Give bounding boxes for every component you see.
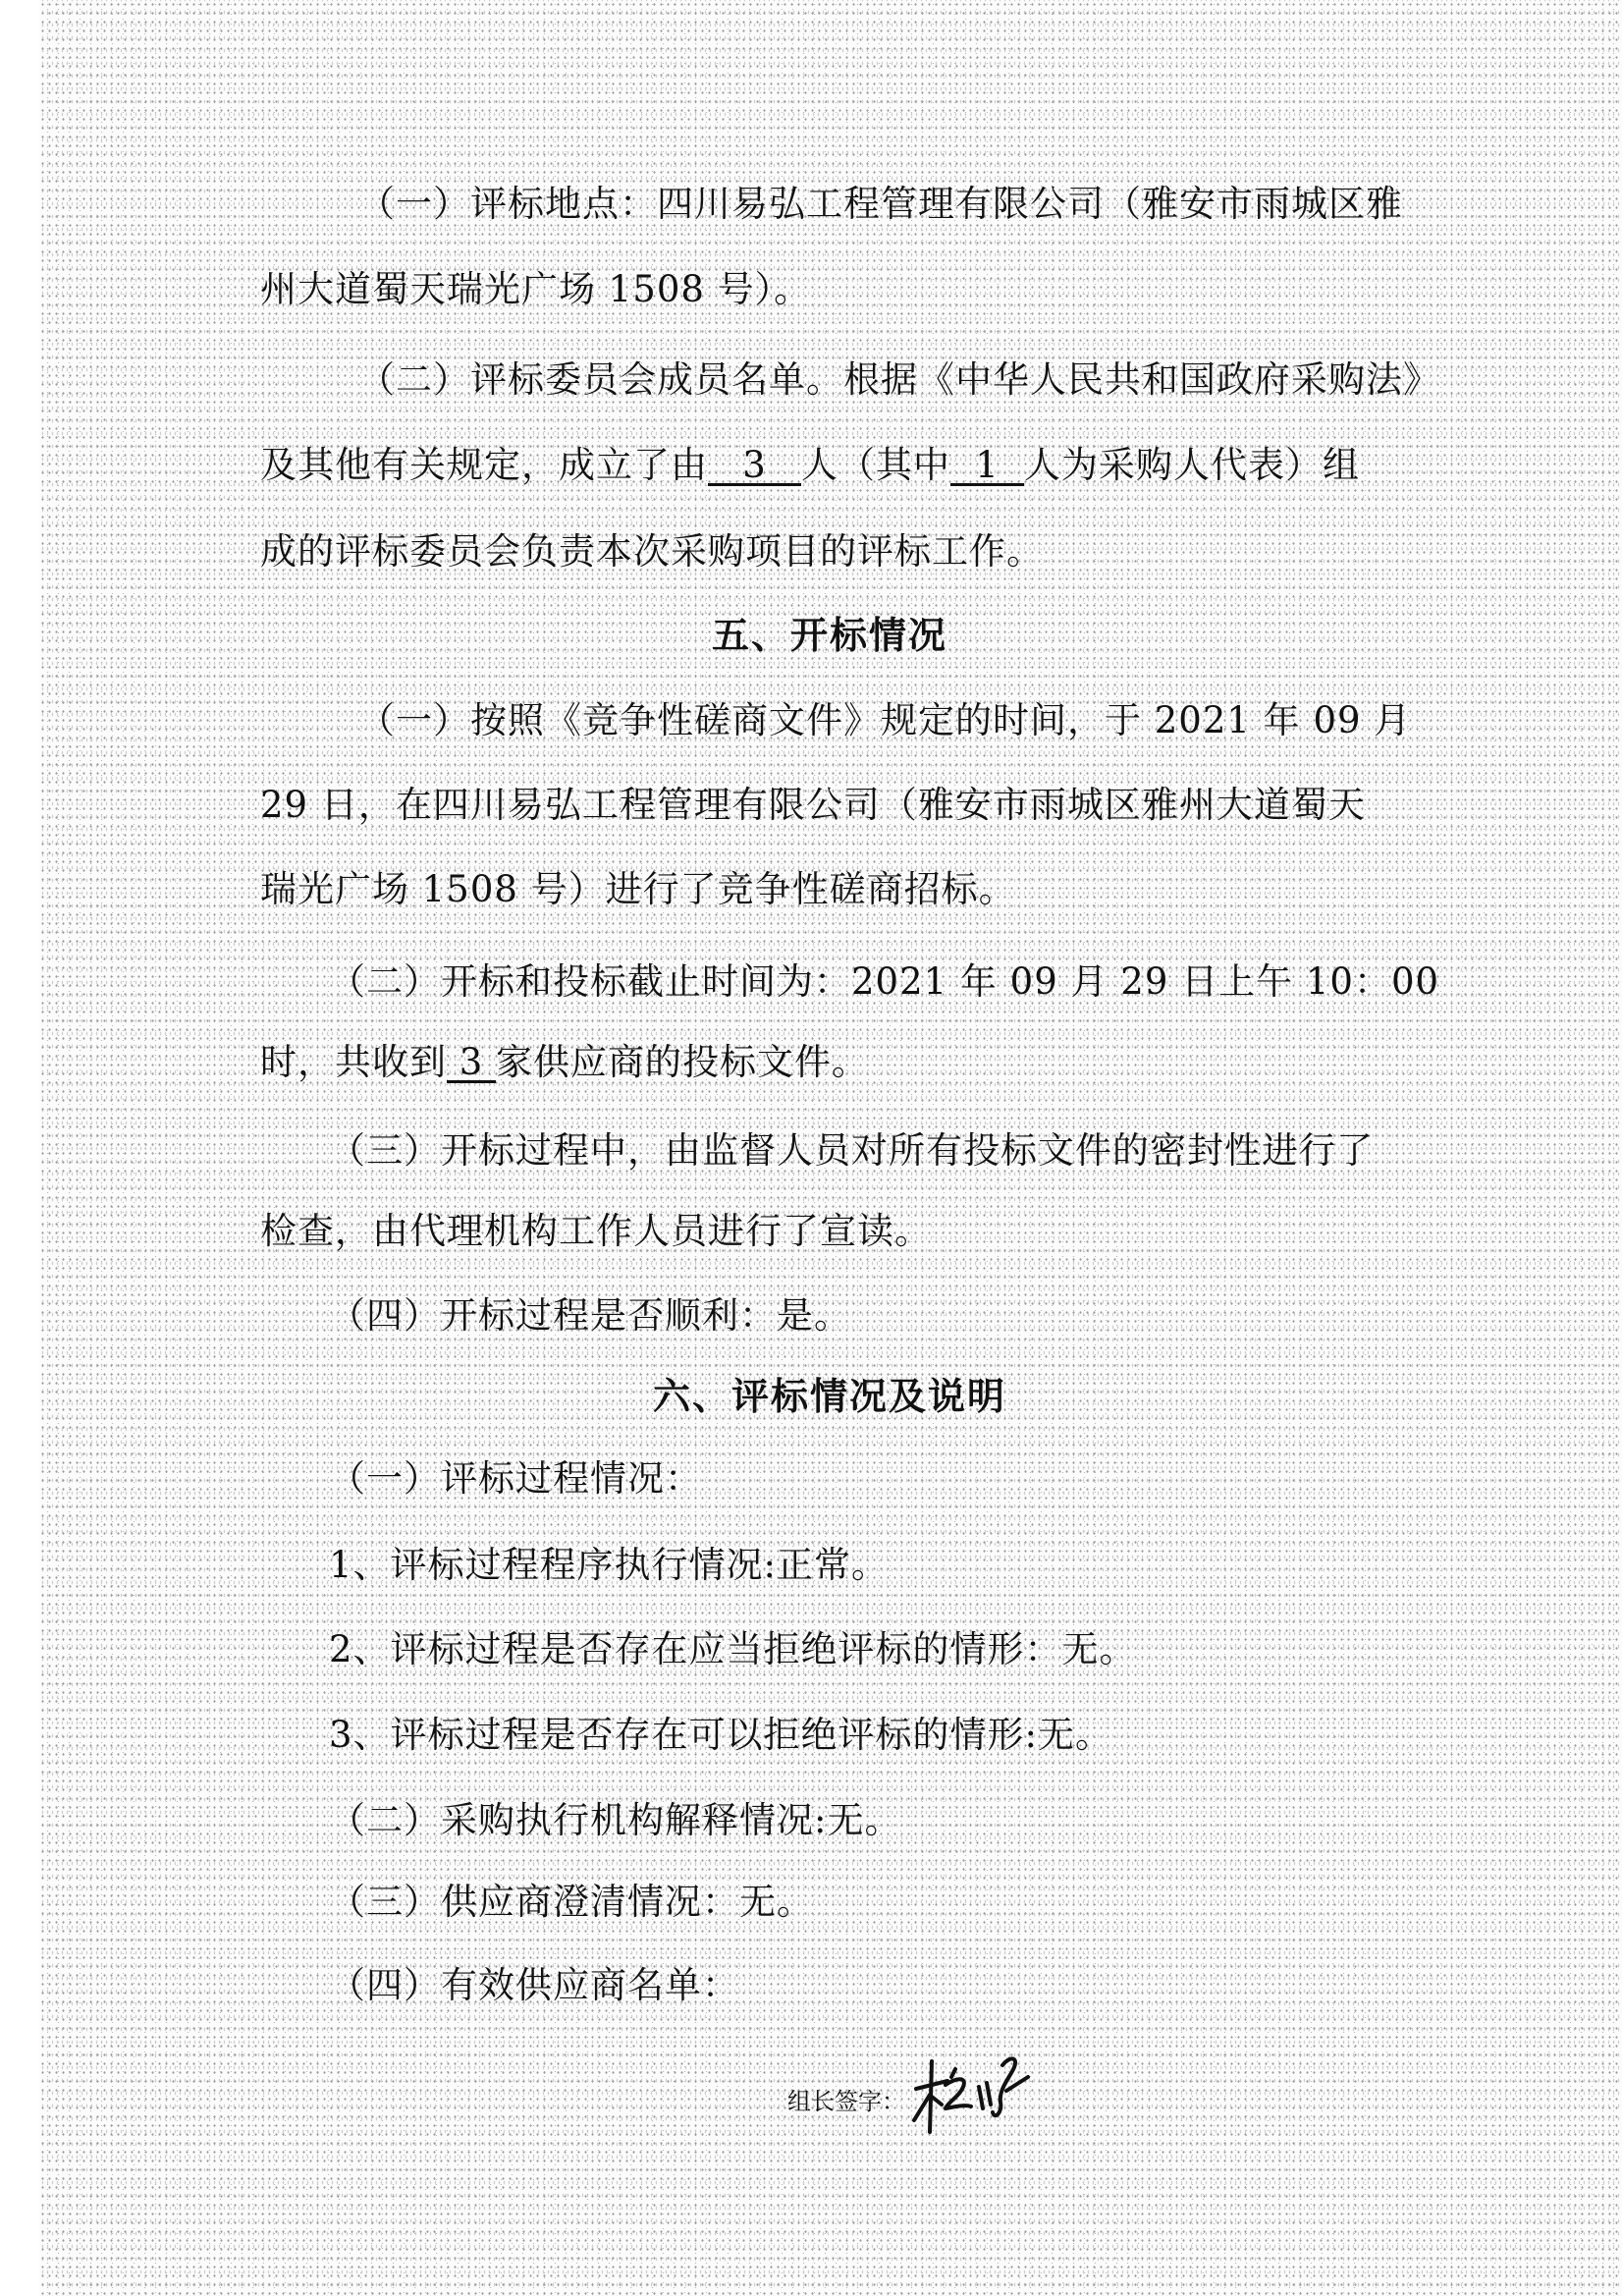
s5-item1-line2: 29 日，在四川易弘工程管理有限公司（雅安市雨城区雅州大道蜀天 xyxy=(260,784,1366,826)
s5-item4: （四）开标过程是否顺利：是。 xyxy=(329,1294,851,1337)
purchaser-reps-blank: 1 xyxy=(950,448,1024,486)
p1-line1: （一）评标地点：四川易弘工程管理有限公司（雅安市雨城区雅 xyxy=(358,183,1403,225)
s5-item1-line1: （一）按照《竞争性磋商文件》规定的时间，于 2021 年 09 月 xyxy=(358,699,1412,741)
s6-sub2: 2、评标过程是否存在应当拒绝评标的情形：无。 xyxy=(329,1628,1137,1670)
s6-item3: （三）供应商澄清情况：无。 xyxy=(329,1881,814,1923)
s5-item2-line2 xyxy=(260,1041,869,1084)
p2-line2-pre: 及其他有关规定，成立了由 xyxy=(260,444,708,486)
p2-line2-post: 人为采购人代表）组 xyxy=(1024,444,1360,486)
p2-line1: （二）评标委员会成员名单。根据《中华人民共和国政府采购法》 xyxy=(358,358,1440,401)
p2-line2 xyxy=(260,444,1360,487)
section5-heading: 五、开标情况 xyxy=(711,613,947,657)
s5-item2-line1: （二）开标和投标截止时间为：2021 年 09 月 29 日上午 10：00 xyxy=(329,960,1440,1003)
s5-item2-line2-pre: 时，共收到 xyxy=(260,1041,447,1083)
p2-line3: 成的评标委员会负责本次采购项目的评标工作。 xyxy=(260,530,1044,573)
signature-label: 组长签字： xyxy=(787,2088,905,2115)
p1-line2: 州大道蜀天瑞光广场 1508 号）。 xyxy=(260,268,812,310)
s6-item2: （二）采购执行机构解释情况:无。 xyxy=(329,1799,902,1841)
handwritten-signature-icon xyxy=(908,2048,1036,2136)
s5-item1-line3: 瑞光广场 1508 号）进行了竞争性磋商招标。 xyxy=(260,868,1016,910)
scanned-page xyxy=(39,0,1622,2296)
bid-count-blank: 3 xyxy=(447,1045,496,1083)
p2-line2-mid: 人（其中 xyxy=(801,444,950,486)
s5-item3-line2: 检查，由代理机构工作人员进行了宣读。 xyxy=(260,1210,932,1252)
s6-sub1: 1、评标过程程序执行情况:正常。 xyxy=(329,1544,890,1586)
s6-item4: （四）有效供应商名单： xyxy=(329,1964,739,2006)
s6-sub3: 3、评标过程是否存在可以拒绝评标的情形:无。 xyxy=(329,1714,1113,1756)
s5-item3-line1: （三）开标过程中，由监督人员对所有投标文件的密封性进行了 xyxy=(329,1129,1374,1172)
section6-heading: 六、评标情况及说明 xyxy=(652,1374,1006,1418)
s6-item1-title: （一）评标过程情况： xyxy=(329,1457,702,1500)
s5-item2-line2-post: 家供应商的投标文件。 xyxy=(496,1041,869,1083)
committee-total-blank: 3 xyxy=(708,448,801,486)
